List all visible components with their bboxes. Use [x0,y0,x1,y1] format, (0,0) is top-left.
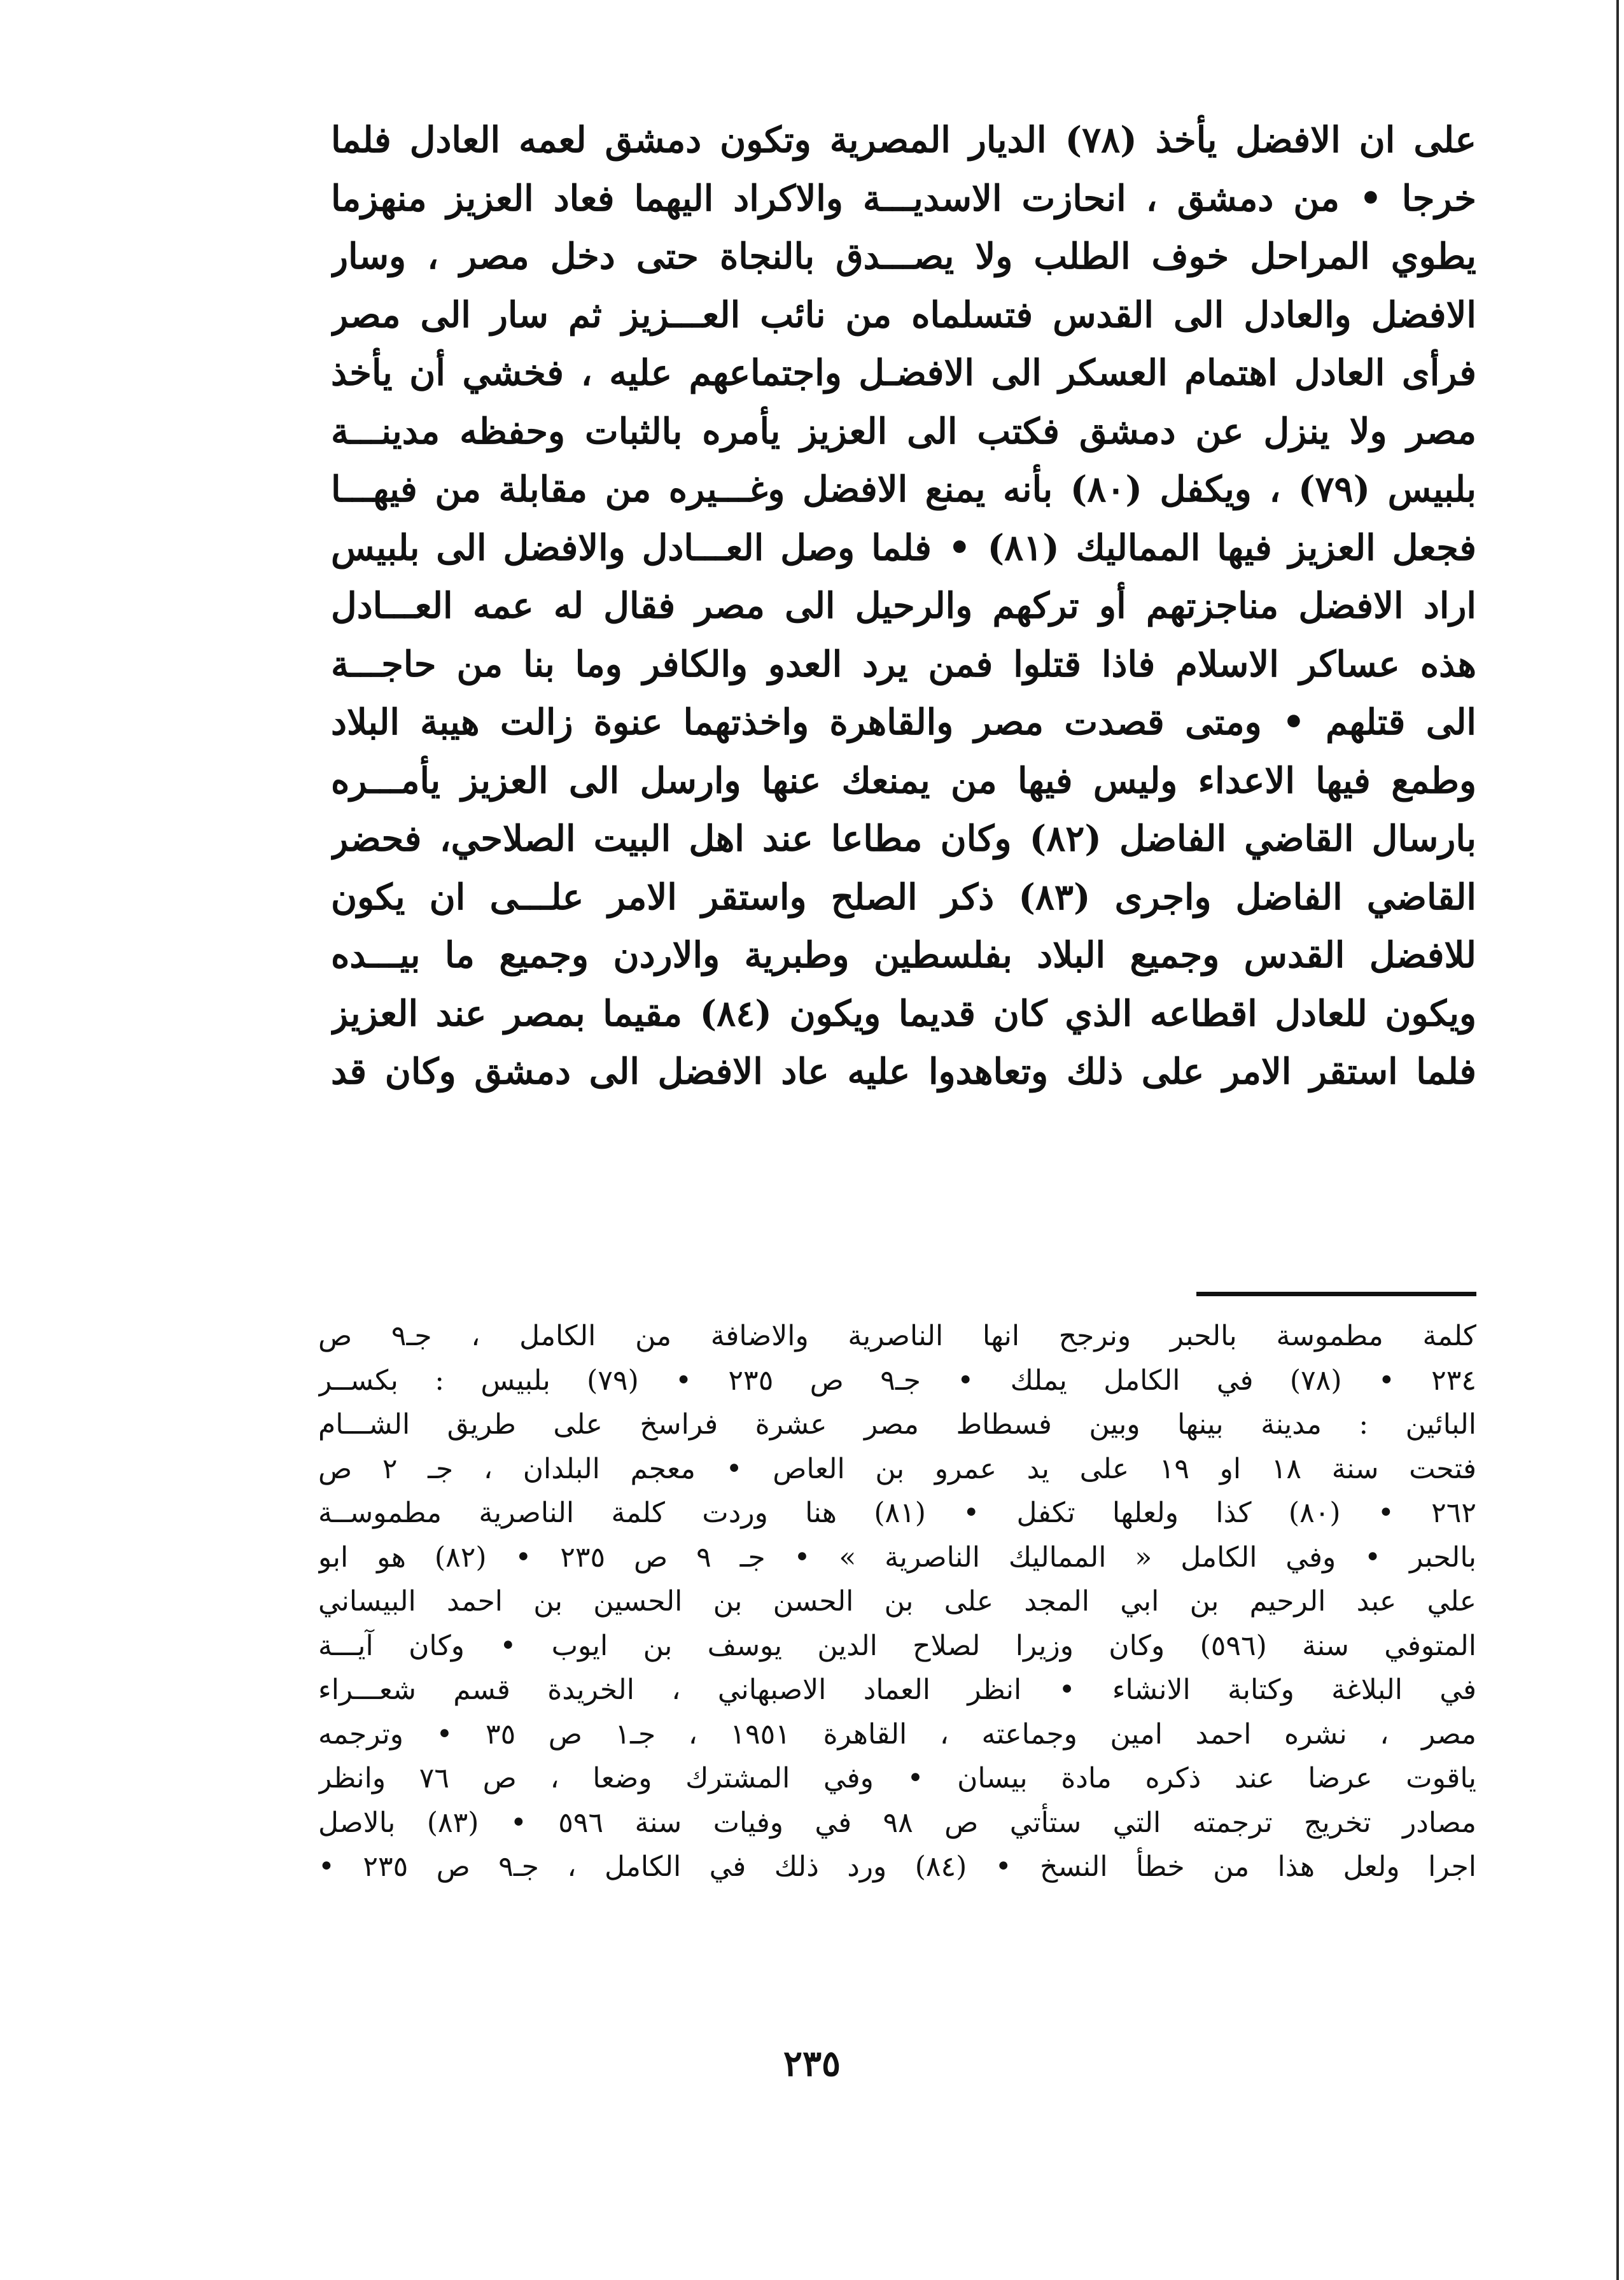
footnote-line: في البلاغة وكتابة الانشاء • انظر العماد الاصبهاني ، الخريدة قسم شعـــراء [318,1674,1476,1706]
main-text-line: فرأى العادل اهتمام العسكر الى الافضـل واجتماعهم عليه ، فخشي أن يأخذ [331,352,1476,394]
footnote-line: بالحبر • وفي الكامل « المماليك الناصرية » • جـ ٩ ص ٢٣٥ • (٨٢) هو ابو [318,1541,1476,1574]
footnote-separator [1196,1292,1476,1296]
footnote-line: مصادر تخريج ترجمته التي ستأتي ص ٩٨ في وفيات سنة ٥٩٦ • (٨٣) بالاصل [318,1806,1476,1839]
footnote-line: فتحت سنة ١٨ او ١٩ على يد عمرو بن العاص • معجم البلدان ، جـ ٢ ص [318,1452,1476,1485]
main-text-line: خرجا • من دمشق ، انحازت الاسديـــة والاكراد اليهما فعاد العزيز منهزما [331,177,1476,220]
main-text-line: يطوي المراحل خوف الطلب ولا يصـــدق بالنجاة حتى دخل مصر ، وسار [331,235,1476,277]
main-text-line: بلبيس (٧٩) ، ويكفل (٨٠) بأنه يمنع الافضل وغـــيره من مقابلة من فيهـــا [331,468,1476,510]
main-text-line: مصر ولا ينزل عن دمشق فكتب الى العزيز يأمره بالثبات وحفظه مدينـــة [331,410,1476,452]
main-text-line: للافضل القدس وجميع البلاد بفلسطين وطبرية والاردن وجميع ما بيـــده [331,934,1476,976]
main-text-line: ويكون للعادل اقطاعه الذي كان قديما ويكون (٨٤) مقيما بمصر عند العزيز [331,992,1476,1035]
page-number: ٢٣٥ [783,2043,841,2085]
footnotes-block [318,1314,1476,1889]
footnote-line: ٢٦٢ • (٨٠) كذا ولعلها تكفل • (٨١) هنا وردت كلمة الناصرية مطموســة [318,1497,1476,1529]
footnote-line: مصر ، نشره احمد امين وجماعته ، القاهرة ١٩٥١ ، جـ١ ص ٣٥ • وترجمه [318,1717,1476,1751]
footnote-line: البائين : مدينة بينها وبين فسطاط مصر عشرة فراسخ على طريق الشـــام [318,1408,1476,1441]
footnote-line: ٢٣٤ • (٧٨) في الكامل يملك • جـ٩ ص ٢٣٥ • (٧٩) بلبيس : بكســر [318,1364,1476,1397]
footnote-line: المتوفي سنة (٥٩٦) وكان وزيرا لصلاح الدين يوسف بن ايوب • وكان آيـــة [318,1629,1476,1662]
main-text-line: اراد الافضل مناجزتهم أو تركهم والرحيل الى مصر فقال له عمه العـــادل [331,585,1476,627]
main-text-line: القاضي الفاضل واجرى (٨٣) ذكر الصلح واستقر الامر علـــى ان يكون [331,876,1476,918]
footnote-line: علي عبد الرحيم بن ابي المجد على بن الحسن بن الحسين بن احمد البيساني [318,1585,1476,1618]
main-text-line: بارسال القاضي الفاضل (٨٢) وكان مطاعا عند اهل البيت الصلاحي، فحضر [331,818,1476,860]
main-text-line: فجعل العزيز فيها المماليك (٨١) • فلما وصل العـــادل والافضل الى بلبيس [331,526,1476,569]
footnote-line: اجرا ولعل هذا من خطأ النسخ • (٨٤) ورد ذلك في الكامل ، جـ٩ ص ٢٣٥ • [318,1850,1476,1883]
main-text-line: هذه عساكر الاسلام فاذا قتلوا فمن يرد العدو والكافر وما بنا من حاجـــة [331,643,1476,685]
footnote-line: ياقوت عرضا عند ذكره مادة بيسان • وفي المشترك وضعا ، ص ٧٦ وانظر [318,1762,1476,1794]
main-text-line: وطمع فيها الاعداء وليس فيها من يمنعك عنها وارسل الى العزيز يأمـــره [331,759,1476,802]
main-text-line: فلما استقر الامر على ذلك وتعاهدوا عليه عاد الافضل الى دمشق وكان قد [331,1051,1476,1093]
main-text-line: الافضل والعادل الى القدس فتسلماه من نائب العـــزيز ثم سار الى مصر [331,293,1476,336]
footnote-line: كلمة مطموسة بالحبر ونرجح انها الناصرية والاضافة من الكامل ، جـ٩ ص [318,1320,1476,1352]
page-edge-line [1616,0,1619,2280]
main-text-line: على ان الافضل يأخذ (٧٨) الديار المصرية وتكون دمشق لعمه العادل فلما [331,119,1476,161]
main-text-block [331,111,1476,1102]
main-text-line: الى قتلهم • ومتى قصدت مصر والقاهرة واخذتهما عنوة زالت هيبة البلاد [331,701,1476,743]
